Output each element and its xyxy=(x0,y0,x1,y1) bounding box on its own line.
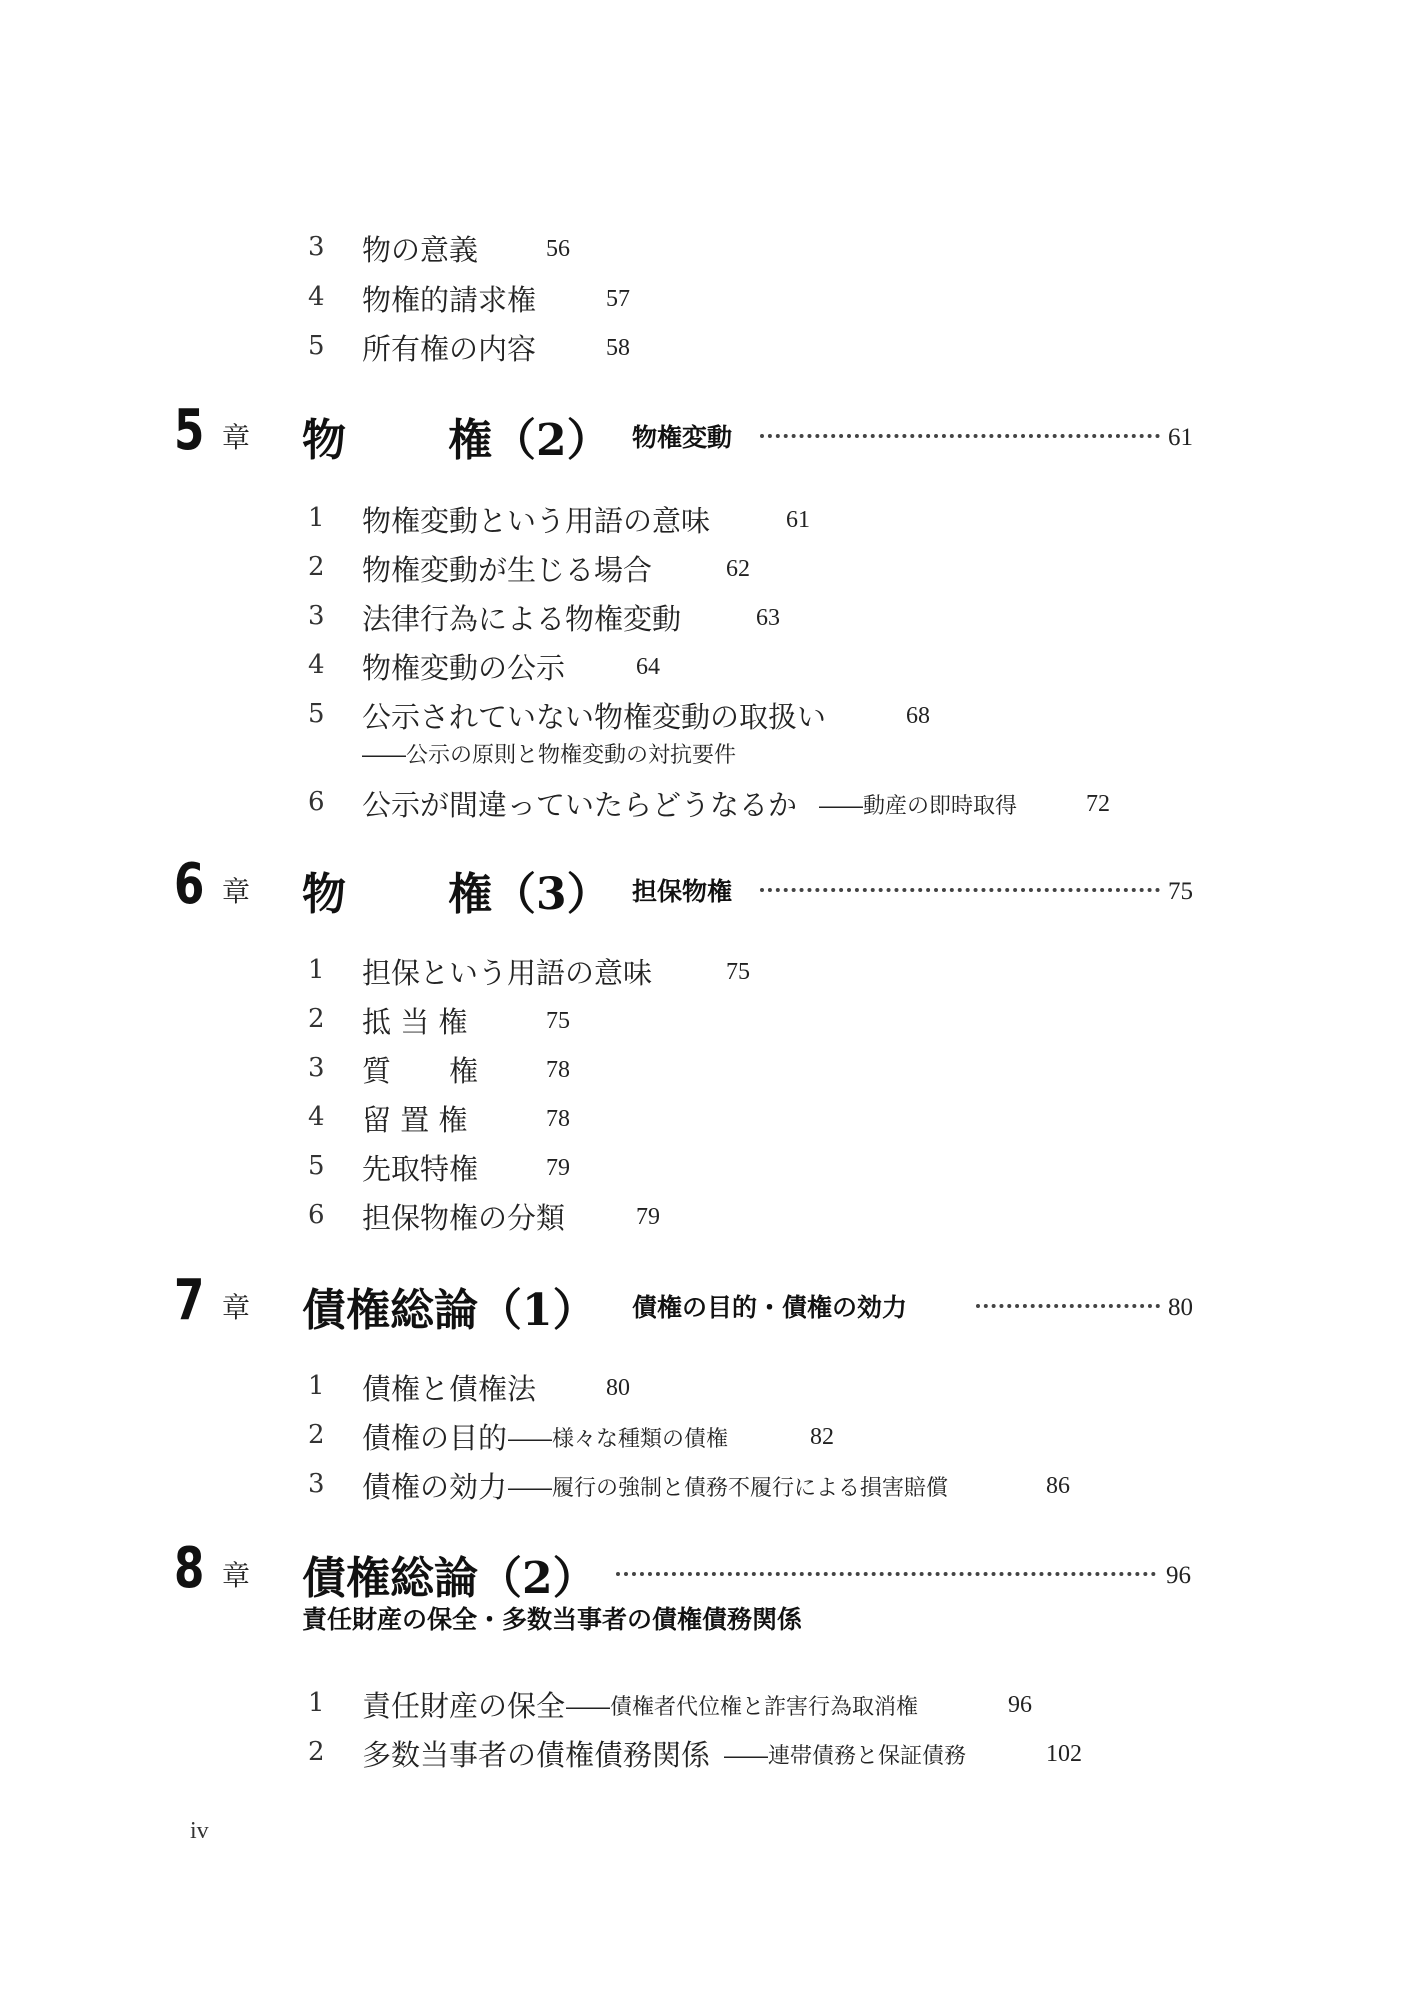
item-title: 債権の効力 xyxy=(362,1470,508,1504)
item-number: 3 xyxy=(308,1053,325,1083)
item-number: 6 xyxy=(308,787,325,817)
item-number: 6 xyxy=(308,1200,325,1230)
chapter-title: 債権総論（1） xyxy=(302,1285,597,1336)
dot-leader xyxy=(760,888,1160,892)
item-page: 57 xyxy=(606,286,630,312)
item-page: 58 xyxy=(606,335,630,361)
item-page: 63 xyxy=(756,605,780,631)
item-title: 担保という用語の意味 xyxy=(362,956,653,990)
item-number: 2 xyxy=(308,552,325,582)
item-page: 78 xyxy=(546,1057,570,1083)
item-number: 1 xyxy=(308,503,325,533)
item-title: 物権変動が生じる場合 xyxy=(362,553,653,587)
item-page: 102 xyxy=(1046,1741,1082,1767)
item-subtitle: ――公示の原則と物権変動の対抗要件 xyxy=(362,743,737,768)
item-number: 1 xyxy=(308,1688,325,1718)
item-number: 5 xyxy=(308,1151,325,1181)
item-title: 留 置 権 xyxy=(362,1103,468,1137)
chapter-page: 96 xyxy=(1166,1562,1191,1589)
chapter-title-part: 物 xyxy=(302,415,346,466)
chapter-page: 80 xyxy=(1168,1294,1193,1321)
chapter-label: 章 xyxy=(222,1291,251,1324)
item-title: 先取特権 xyxy=(362,1152,479,1186)
item-title-suffix: ――様々な種類の債権 xyxy=(508,1427,729,1452)
item-title-suffix: ――履行の強制と債務不履行による損害賠償 xyxy=(508,1476,949,1501)
item-title-suffix: ――債権者代位権と詐害行為取消権 xyxy=(566,1695,919,1720)
dot-leader xyxy=(760,434,1160,438)
item-number: 2 xyxy=(308,1420,325,1450)
chapter-subtitle: 責任財産の保全・多数当事者の債権債務関係 xyxy=(302,1605,803,1634)
chapter-page: 61 xyxy=(1168,424,1193,451)
chapter-number: 5 xyxy=(174,398,205,463)
item-number: 4 xyxy=(308,1102,325,1132)
item-page: 82 xyxy=(810,1424,834,1450)
item-title: 抵 当 権 xyxy=(362,1005,468,1039)
item-title: 物の意義 xyxy=(362,233,479,267)
item-title-suffix: ――連帯債務と保証債務 xyxy=(724,1744,967,1769)
item-title: 公示されていない物権変動の取扱い xyxy=(362,700,827,734)
item-number: 2 xyxy=(308,1004,325,1034)
item-page: 61 xyxy=(786,507,810,533)
chapter-title-part: 物 xyxy=(302,869,346,920)
item-title: 債権の目的 xyxy=(362,1421,508,1455)
dot-leader xyxy=(616,1572,1156,1576)
item-title: 債権と債権法 xyxy=(362,1372,537,1406)
item-number: 3 xyxy=(308,232,325,262)
item-title: 多数当事者の債権債務関係 xyxy=(362,1738,711,1772)
item-title: 担保物権の分類 xyxy=(362,1201,566,1235)
item-page: 56 xyxy=(546,236,570,262)
chapter-subtitle: 債権の目的・債権の効力 xyxy=(632,1293,908,1322)
page-folio: iv xyxy=(190,1818,209,1844)
chapter-number: 6 xyxy=(174,852,205,917)
item-title: 所有権の内容 xyxy=(362,332,537,366)
item-number: 4 xyxy=(308,282,325,312)
chapter-title-part: 権（3） xyxy=(448,869,611,920)
item-number: 5 xyxy=(308,331,325,361)
item-page: 75 xyxy=(726,959,750,985)
item-page: 78 xyxy=(546,1106,570,1132)
chapter-title: 債権総論（2） xyxy=(302,1553,597,1604)
item-page: 80 xyxy=(606,1375,630,1401)
item-title: 法律行為による物権変動 xyxy=(362,602,682,636)
item-number: 1 xyxy=(308,1371,325,1401)
item-title: 公示が間違っていたらどうなるか xyxy=(362,788,798,822)
item-number: 2 xyxy=(308,1737,325,1767)
chapter-subtitle: 物権変動 xyxy=(632,423,733,452)
chapter-number: 7 xyxy=(174,1268,205,1333)
item-number: 5 xyxy=(308,699,325,729)
item-number: 3 xyxy=(308,1469,325,1499)
chapter-label: 章 xyxy=(222,421,251,454)
item-page: 64 xyxy=(636,654,660,680)
item-title: 物権的請求権 xyxy=(362,283,537,317)
item-page: 79 xyxy=(546,1155,570,1181)
chapter-subtitle: 担保物権 xyxy=(632,877,733,906)
dot-leader xyxy=(976,1304,1160,1308)
chapter-title-part: 権（2） xyxy=(448,415,611,466)
item-number: 1 xyxy=(308,955,325,985)
item-title: 責任財産の保全 xyxy=(362,1689,566,1723)
item-number: 3 xyxy=(308,601,325,631)
chapter-number: 8 xyxy=(174,1536,205,1601)
chapter-page: 75 xyxy=(1168,878,1193,905)
chapter-label: 章 xyxy=(222,875,251,908)
item-page: 75 xyxy=(546,1008,570,1034)
item-title-suffix: ――動産の即時取得 xyxy=(819,794,1018,819)
item-page: 72 xyxy=(1086,791,1110,817)
chapter-label: 章 xyxy=(222,1559,251,1592)
item-page: 68 xyxy=(906,703,930,729)
item-page: 96 xyxy=(1008,1692,1032,1718)
item-number: 4 xyxy=(308,650,325,680)
item-page: 86 xyxy=(1046,1473,1070,1499)
item-title: 物権変動の公示 xyxy=(362,651,566,685)
item-page: 79 xyxy=(636,1204,660,1230)
item-title: 物権変動という用語の意味 xyxy=(362,504,711,538)
item-title: 質 権 xyxy=(362,1054,479,1088)
item-page: 62 xyxy=(726,556,750,582)
